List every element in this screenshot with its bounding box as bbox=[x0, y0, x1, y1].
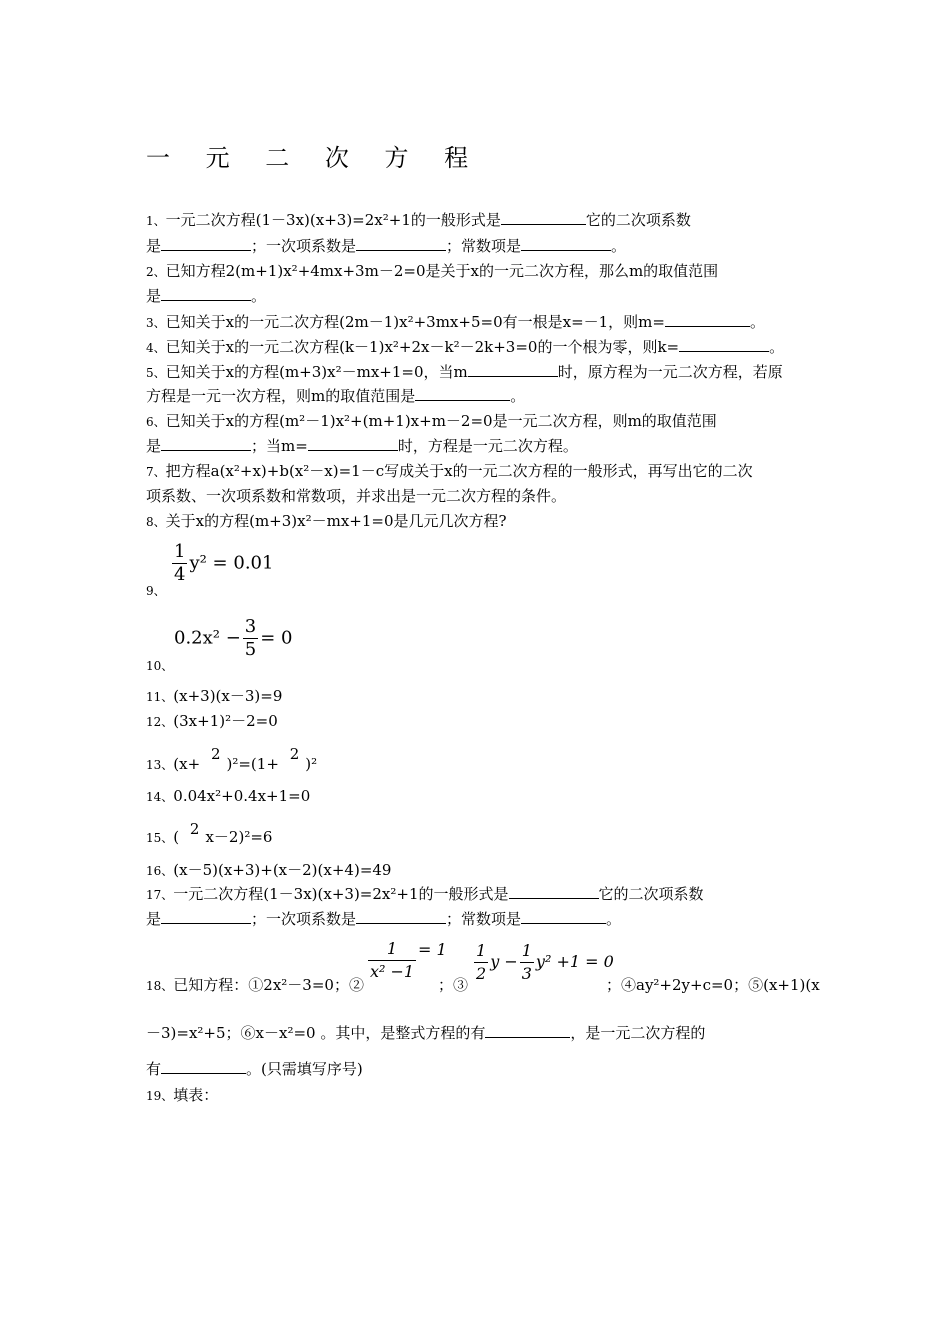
answer-blank[interactable] bbox=[501, 210, 586, 225]
question-number: 3、 bbox=[146, 316, 166, 330]
question-number: 12、 bbox=[146, 715, 174, 729]
fraction: $\frac{1}{3}$ bbox=[521, 941, 532, 983]
question-number: 17、 bbox=[146, 888, 174, 902]
question-18-separator: ；③ bbox=[438, 976, 469, 994]
question-number: 16、 bbox=[146, 864, 174, 878]
page-title: 一 元 二 次 方 程 bbox=[146, 144, 483, 172]
question-15: 15、( 2 x－2)²=6 bbox=[146, 820, 273, 846]
answer-blank[interactable] bbox=[356, 236, 446, 251]
question-number: 19、 bbox=[146, 1089, 174, 1103]
answer-blank[interactable] bbox=[415, 386, 510, 401]
question-5-line-2: 方程是一元一次方程，则m的取值范围是 。 bbox=[146, 387, 526, 405]
question-10-equation: 0.2x² − $\frac{3}{5}$ = 0 bbox=[174, 616, 293, 660]
question-1-line-1: 1、一元二次方程(1－3x)(x+3)=2x²+1的一般形式是 它的二次项系数 bbox=[146, 211, 691, 229]
answer-blank[interactable] bbox=[356, 909, 446, 924]
question-8: 8、关于x的方程(m+3)x²－mx+1=0是几元几次方程? bbox=[146, 512, 507, 530]
answer-blank[interactable] bbox=[521, 236, 611, 251]
answer-blank[interactable] bbox=[308, 436, 398, 451]
question-number: 7、 bbox=[146, 465, 166, 479]
fraction: $\frac{3}{5}$ bbox=[244, 616, 257, 660]
answer-blank[interactable] bbox=[679, 337, 769, 352]
question-18-line-1: 18、已知方程：①2x²－3=0；② bbox=[146, 976, 364, 994]
answer-blank[interactable] bbox=[468, 362, 558, 377]
answer-blank[interactable] bbox=[161, 1059, 246, 1074]
question-3: 3、已知关于x的一元二次方程(2m－1)x²+3mx+5=0有一根是x=－1，则m= 。 bbox=[146, 313, 765, 331]
question-2-line-1: 2、已知方程2(m+1)x²+4mx+3m－2=0是关于x的一元二次方程，那么m的取值范围 bbox=[146, 262, 719, 280]
question-number: 5、 bbox=[146, 366, 166, 380]
question-9-equation: $\frac{1}{4}$ y² = 0.01 bbox=[174, 541, 274, 585]
question-4: 4、已知关于x的一元二次方程(k－1)x²+2x－k²－2k+3=0的一个根为零，则k= 。 bbox=[146, 338, 785, 356]
question-14: 14、0.04x²+0.4x+1=0 bbox=[146, 787, 311, 805]
question-19: 19、填表： bbox=[146, 1086, 219, 1104]
question-18-equation-2: $\frac{1}{\text{x² −1}}$ = 1 bbox=[369, 939, 447, 981]
question-18-line-1-end: ；④ay²+2y+c=0；⑤(x+1)(x bbox=[606, 976, 820, 994]
question-11: 11、(x+3)(x－3)=9 bbox=[146, 687, 283, 705]
question-6-line-2: 是 ；当m= 时，方程是一元二次方程。 bbox=[146, 437, 578, 455]
question-number: 2、 bbox=[146, 265, 166, 279]
question-number: 18、 bbox=[146, 979, 174, 993]
question-number: 6、 bbox=[146, 415, 166, 429]
question-18-equation-3: $\frac{1}{2}$ y − $\frac{1}{3}$ y² +1 = 0 bbox=[476, 941, 614, 983]
question-17-line-2: 是 ；一次项系数是 ；常数项是 。 bbox=[146, 910, 622, 928]
fraction: $\frac{1}{\text{x² −1}}$ bbox=[369, 939, 415, 981]
question-17-line-1: 17、一元二次方程(1－3x)(x+3)=2x²+1的一般形式是 它的二次项系数 bbox=[146, 885, 704, 903]
question-5-line-1: 5、已知关于x的方程(m+3)x²－mx+1=0，当m 时，原方程为一元二次方程，若原 bbox=[146, 363, 783, 381]
question-6-line-1: 6、已知关于x的方程(m²－1)x²+(m+1)x+m－2=0是一元二次方程，则m的取值范围 bbox=[146, 412, 717, 430]
question-13: 13、(x+ 2)²=(1+ 2)² bbox=[146, 745, 318, 773]
answer-blank[interactable] bbox=[161, 286, 251, 301]
answer-blank[interactable] bbox=[161, 236, 251, 251]
question-2-line-2: 是 。 bbox=[146, 287, 267, 305]
fraction: $\frac{1}{2}$ bbox=[476, 941, 487, 983]
question-12: 12、(3x+1)²－2=0 bbox=[146, 712, 278, 730]
question-number: 15、 bbox=[146, 831, 174, 845]
answer-blank[interactable] bbox=[509, 884, 599, 899]
question-10-number: 10、 bbox=[146, 659, 174, 673]
question-9-number: 9、 bbox=[146, 584, 166, 598]
answer-blank[interactable] bbox=[485, 1023, 570, 1038]
answer-blank[interactable] bbox=[521, 909, 606, 924]
question-16: 16、(x－5)(x+3)+(x－2)(x+4)=49 bbox=[146, 861, 392, 879]
question-number: 8、 bbox=[146, 515, 166, 529]
question-1-line-2: 是 ；一次项系数是 ；常数项是 。 bbox=[146, 237, 627, 255]
fraction: $\frac{1}{4}$ bbox=[174, 541, 186, 585]
question-18-line-2: －3)=x²+5；⑥x－x²=0 。其中，是整式方程的有 ，是一元二次方程的 bbox=[146, 1024, 706, 1042]
question-7-line-1: 7、把方程a(x²+x)+b(x²－x)=1－c写成关于x的一元二次方程的一般形式，再写出它的二次 bbox=[146, 462, 753, 480]
question-number: 14、 bbox=[146, 790, 174, 804]
answer-blank[interactable] bbox=[161, 909, 251, 924]
answer-blank[interactable] bbox=[161, 436, 251, 451]
question-7-line-2: 项系数、一次项系数和常数项，并求出是一元二次方程的条件。 bbox=[146, 487, 567, 505]
answer-blank[interactable] bbox=[665, 312, 750, 327]
question-number: 13、 bbox=[146, 758, 174, 772]
question-number: 1、 bbox=[146, 214, 166, 228]
question-18-line-3: 有 。(只需填写序号) bbox=[146, 1060, 363, 1078]
question-number: 11、 bbox=[146, 690, 174, 704]
question-number: 4、 bbox=[146, 341, 166, 355]
